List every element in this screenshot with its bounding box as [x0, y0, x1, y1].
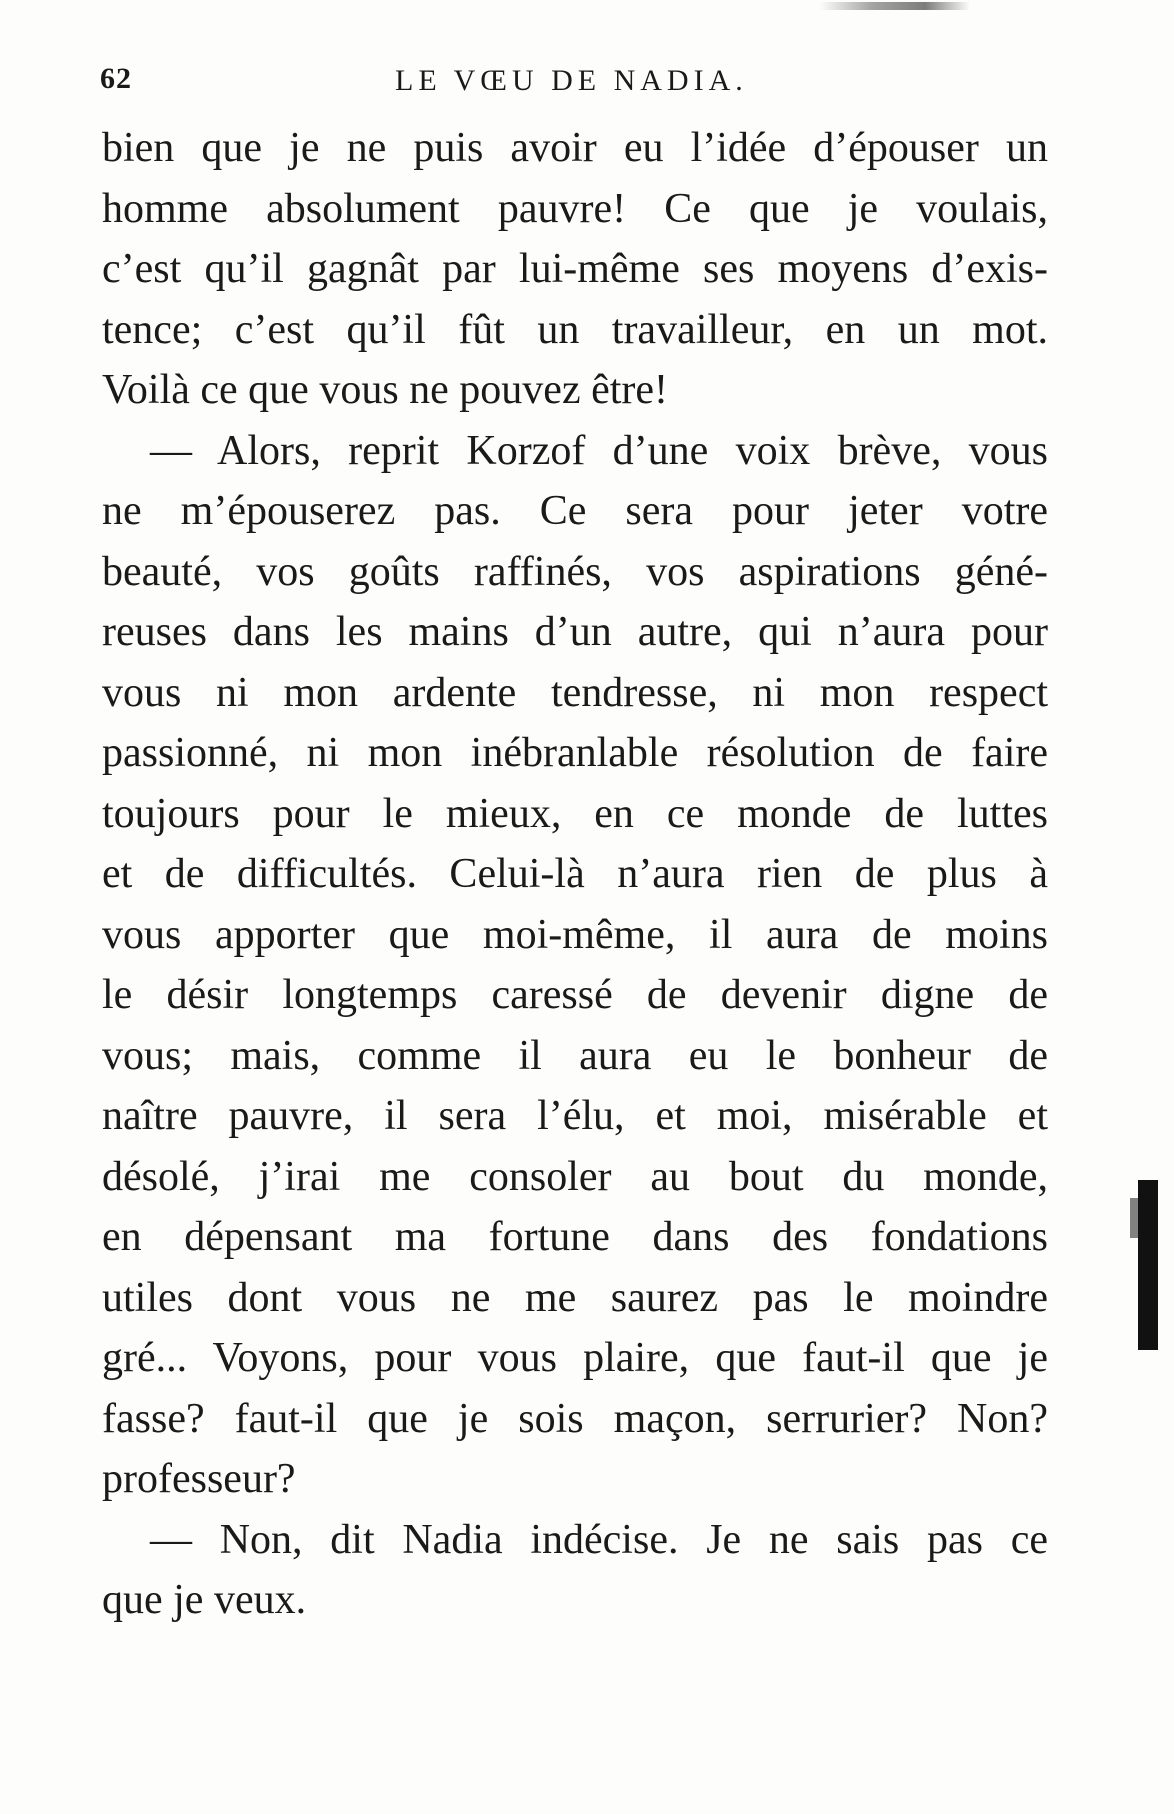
text-line: bien que je ne puis avoir eu l’idée d’épouser un: [102, 125, 1048, 171]
text-line: et de difficultés. Celui-là n’aura rien de plus à: [102, 851, 1048, 897]
text-line: passionné, ni mon inébranlable résolution de faire: [102, 730, 1048, 776]
text-line: le désir longtemps caressé de devenir digne de: [102, 972, 1048, 1018]
text-line: toujours pour le mieux, en ce monde de luttes: [102, 790, 1048, 837]
text-line: gré... Voyons, pour vous plaire, que faut-il que je: [102, 1335, 1048, 1381]
text-line: désolé, j’irai me consoler au bout du monde,: [102, 1153, 1048, 1200]
text-line: que je veux.: [102, 1577, 307, 1623]
text-line: en dépensant ma fortune dans des fondations: [102, 1214, 1048, 1260]
text-line: naître pauvre, il sera l’élu, et moi, misérable et: [102, 1093, 1048, 1139]
text-line: fasse? faut-il que je sois maçon, serrurier? Non?: [102, 1395, 1048, 1442]
text-line: — Non, dit Nadia indécise. Je ne sais pas ce: [150, 1516, 1048, 1563]
text-line: tence; c’est qu’il fût un travailleur, en un mot.: [102, 306, 1048, 353]
body-text: [102, 118, 1048, 1631]
text-line: vous ni mon ardente tendresse, ni mon respect: [102, 669, 1048, 716]
text-line: c’est qu’il gagnât par lui-même ses moyens d’exis-: [102, 246, 1048, 292]
text-line: vous apporter que moi-même, il aura de moins: [102, 911, 1048, 958]
text-line: utiles dont vous ne me saurez pas le moindre: [102, 1274, 1048, 1321]
text-line: vous; mais, comme il aura eu le bonheur de: [102, 1032, 1048, 1079]
scan-artifact-right-bar: [1138, 1180, 1158, 1350]
text-line: Voilà ce que vous ne pouvez être!: [102, 367, 669, 413]
text-line: — Alors, reprit Korzof d’une voix brève, vous: [150, 427, 1048, 474]
text-line: beauté, vos goûts raffinés, vos aspirations géné-: [102, 548, 1048, 595]
running-title: LE VŒU DE NADIA.: [395, 64, 748, 97]
page-number: 62: [100, 62, 132, 95]
text-line: homme absolument pauvre! Ce que je voulais,: [102, 185, 1048, 232]
running-head: [100, 62, 1050, 112]
scan-artifact-top: [820, 2, 970, 10]
text-line: professeur?: [102, 1456, 296, 1502]
text-line: ne m’épouserez pas. Ce sera pour jeter votre: [102, 488, 1048, 534]
text-line: reuses dans les mains d’un autre, qui n’aura pour: [102, 609, 1048, 655]
